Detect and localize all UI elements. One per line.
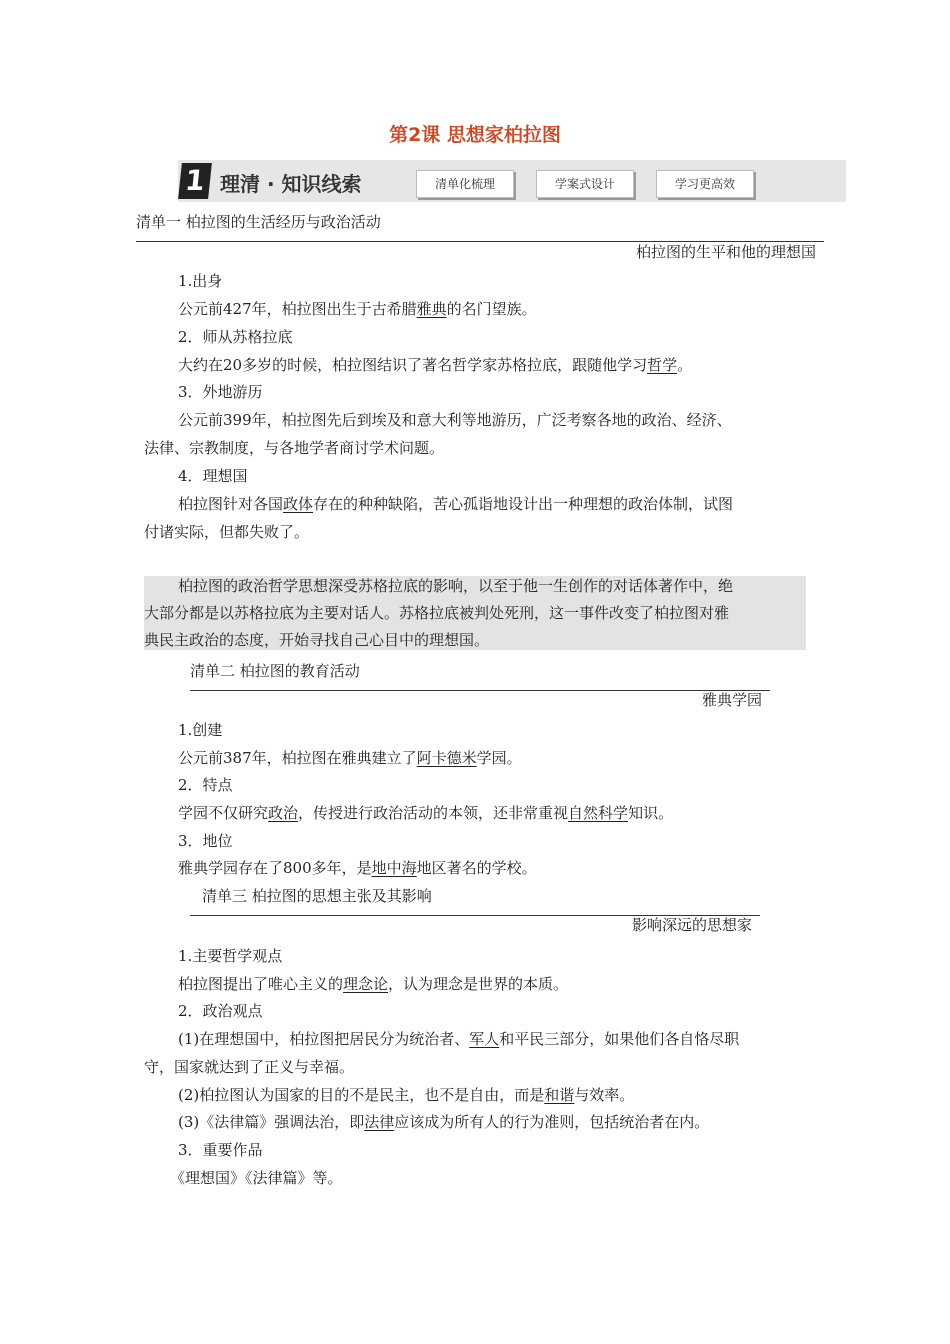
list3-item3-head: 3．重要作品 — [178, 1141, 263, 1159]
note-line2: 大部分都是以苏格拉底为主要对话人。苏格拉底被判处死刑，这一事件改变了柏拉图对雅 — [144, 604, 730, 622]
list1-item2-text: 大约在20多岁的时候，柏拉图结识了著名哲学家苏格拉底，跟随他学习哲学。 — [178, 356, 693, 374]
banner-title: 理清 · 知识线索 — [220, 172, 362, 196]
list1-item3-line1: 公元前399年，柏拉图先后到埃及和意大利等地游历，广泛考察各地的政治、经济、 — [178, 411, 732, 429]
list3-item2-line1: (1)在理想国中，柏拉图把居民分为统治者、军人和平民三部分，如果他们各自恪尽职 — [178, 1030, 740, 1048]
list1-right-title: 柏拉图的生平和他的理想国 — [635, 243, 816, 261]
list2-item2-text: 学园不仅研究政治，传授进行政治活动的本领，还非常重视自然科学知识。 — [178, 804, 674, 822]
banner-tag-design: 学案式设计 — [536, 170, 634, 198]
list1-item1-text: 公元前427年，柏拉图出生于古希腊雅典的名门望族。 — [178, 300, 537, 318]
list2-item3-text: 雅典学园存在了800多年，是地中海地区著名的学校。 — [178, 859, 537, 877]
list2-right-title: 雅典学园 — [701, 691, 762, 709]
list2-item1-head: 1.创建 — [178, 721, 223, 739]
list2-divider — [190, 690, 770, 691]
list1-item2-head: 2．师从苏格拉底 — [178, 328, 293, 346]
list1-item4-head: 4．理想国 — [178, 467, 248, 485]
list1-heading: 清单一 柏拉图的生活经历与政治活动 — [136, 213, 381, 231]
list1-item3-head: 3．外地游历 — [178, 383, 263, 401]
list2-item1-text: 公元前387年，柏拉图在雅典建立了阿卡德米学园。 — [178, 749, 522, 767]
list1-item3-line2: 法律、宗教制度，与各地学者商讨学术问题。 — [144, 439, 445, 457]
list2-heading: 清单二 柏拉图的教育活动 — [190, 662, 360, 680]
list3-item2-line3: (2)柏拉图认为国家的目的不是民主，也不是自由，而是和谐与效率。 — [178, 1086, 635, 1104]
list3-item1-head: 1.主要哲学观点 — [178, 947, 283, 965]
list3-right-title: 影响深远的思想家 — [631, 916, 752, 934]
list1-item1-head: 1.出身 — [178, 272, 223, 290]
list2-item3-head: 3．地位 — [178, 832, 233, 850]
banner-tag-efficiency: 学习更高效 — [656, 170, 754, 198]
section-number-badge: 1 — [178, 163, 212, 199]
list3-item2-line4: (3)《法律篇》强调法治，即法律应该成为所有人的行为准则，包括统治者在内。 — [178, 1113, 710, 1131]
list1-item4-line1: 柏拉图针对各国政体存在的种种缺陷，苦心孤诣地设计出一种理想的政治体制，试图 — [178, 495, 734, 513]
list1-item4-line2: 付诸实际，但都失败了。 — [144, 523, 310, 541]
lesson-title: 第2课 思想家柏拉图 — [389, 124, 561, 146]
list3-item3-text: 《理想国》《法律篇》等。 — [170, 1169, 343, 1187]
list3-item1-text: 柏拉图提出了唯心主义的理念论，认为理念是世界的本质。 — [178, 975, 569, 993]
banner-tag-checklist: 清单化梳理 — [416, 170, 514, 198]
note-line1: 柏拉图的政治哲学思想深受苏格拉底的影响，以至于他一生创作的对话体著作中，绝 — [178, 577, 734, 595]
list3-item2-line2: 守，国家就达到了正义与幸福。 — [144, 1058, 355, 1076]
list2-item2-head: 2．特点 — [178, 776, 233, 794]
list3-heading: 清单三 柏拉图的思想主张及其影响 — [202, 887, 432, 905]
list3-item2-head: 2．政治观点 — [178, 1002, 263, 1020]
note-line3: 典民主政治的态度，开始寻找自己心目中的理想国。 — [144, 631, 490, 649]
section-banner — [178, 160, 846, 202]
